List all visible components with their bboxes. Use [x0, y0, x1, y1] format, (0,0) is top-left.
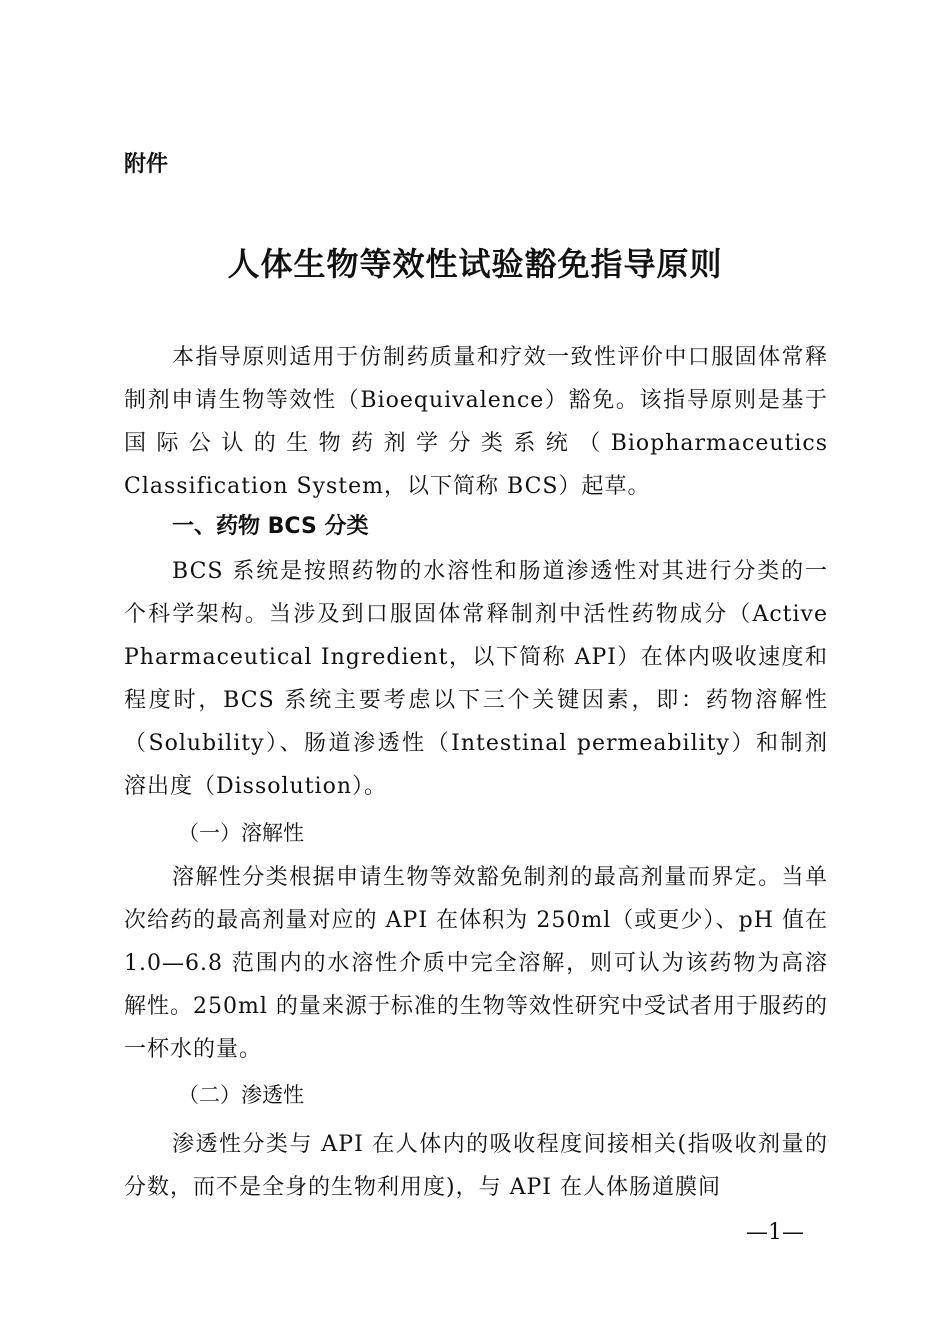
- page-number: —1—: [746, 1220, 804, 1245]
- intro-paragraph: 本指导原则适用于仿制药质量和疗效一致性评价中口服固体常释制剂申请生物等效性（Bioequivalence）豁免。该指导原则是基于国际公认的生物药剂学分类系统（Biopharmaceutics Classification System，以下简称 BCS）起草。: [124, 345, 828, 499]
- subsection-heading-permeability: （二）渗透性: [178, 1083, 304, 1107]
- subsection-heading-solubility: （一）溶解性: [178, 821, 304, 845]
- document-title: 人体生物等效性试验豁免指导原则: [227, 245, 723, 283]
- solubility-paragraph: 溶解性分类根据申请生物等效豁免制剂的最高剂量而界定。当单次给药的最高剂量对应的 API 在体积为 250ml（或更少）、pH 值在 1.0—6.8 范围内的水溶性介质中完全溶解，则可认为该药物为高溶解性。250ml 的量来源于标准的生物等效性研究中受试者用于服药的一杯水的量。: [124, 865, 828, 1062]
- permeability-paragraph: 渗透性分类与 API 在人体内的吸收程度间接相关(指吸收剂量的分数，而不是全身的生物利用度)，与 API 在人体肠道膜间: [124, 1132, 828, 1200]
- section-heading-bcs-classification: 一、药物 BCS 分类: [172, 514, 369, 539]
- bcs-system-paragraph: BCS 系统是按照药物的水溶性和肠道渗透性对其进行分类的一个科学架构。当涉及到口服固体常释制剂中活性药物成分（Active Pharmaceutical Ingredient，以下简称 API）在体内吸收速度和程度时，BCS 系统主要考虑以下三个关键因素，即：药物溶解性（Solubility）、肠道渗透性（Intestinal permeability）和制剂溶出度（Dissolution）。: [124, 559, 828, 799]
- attachment-label: 附件: [124, 152, 169, 177]
